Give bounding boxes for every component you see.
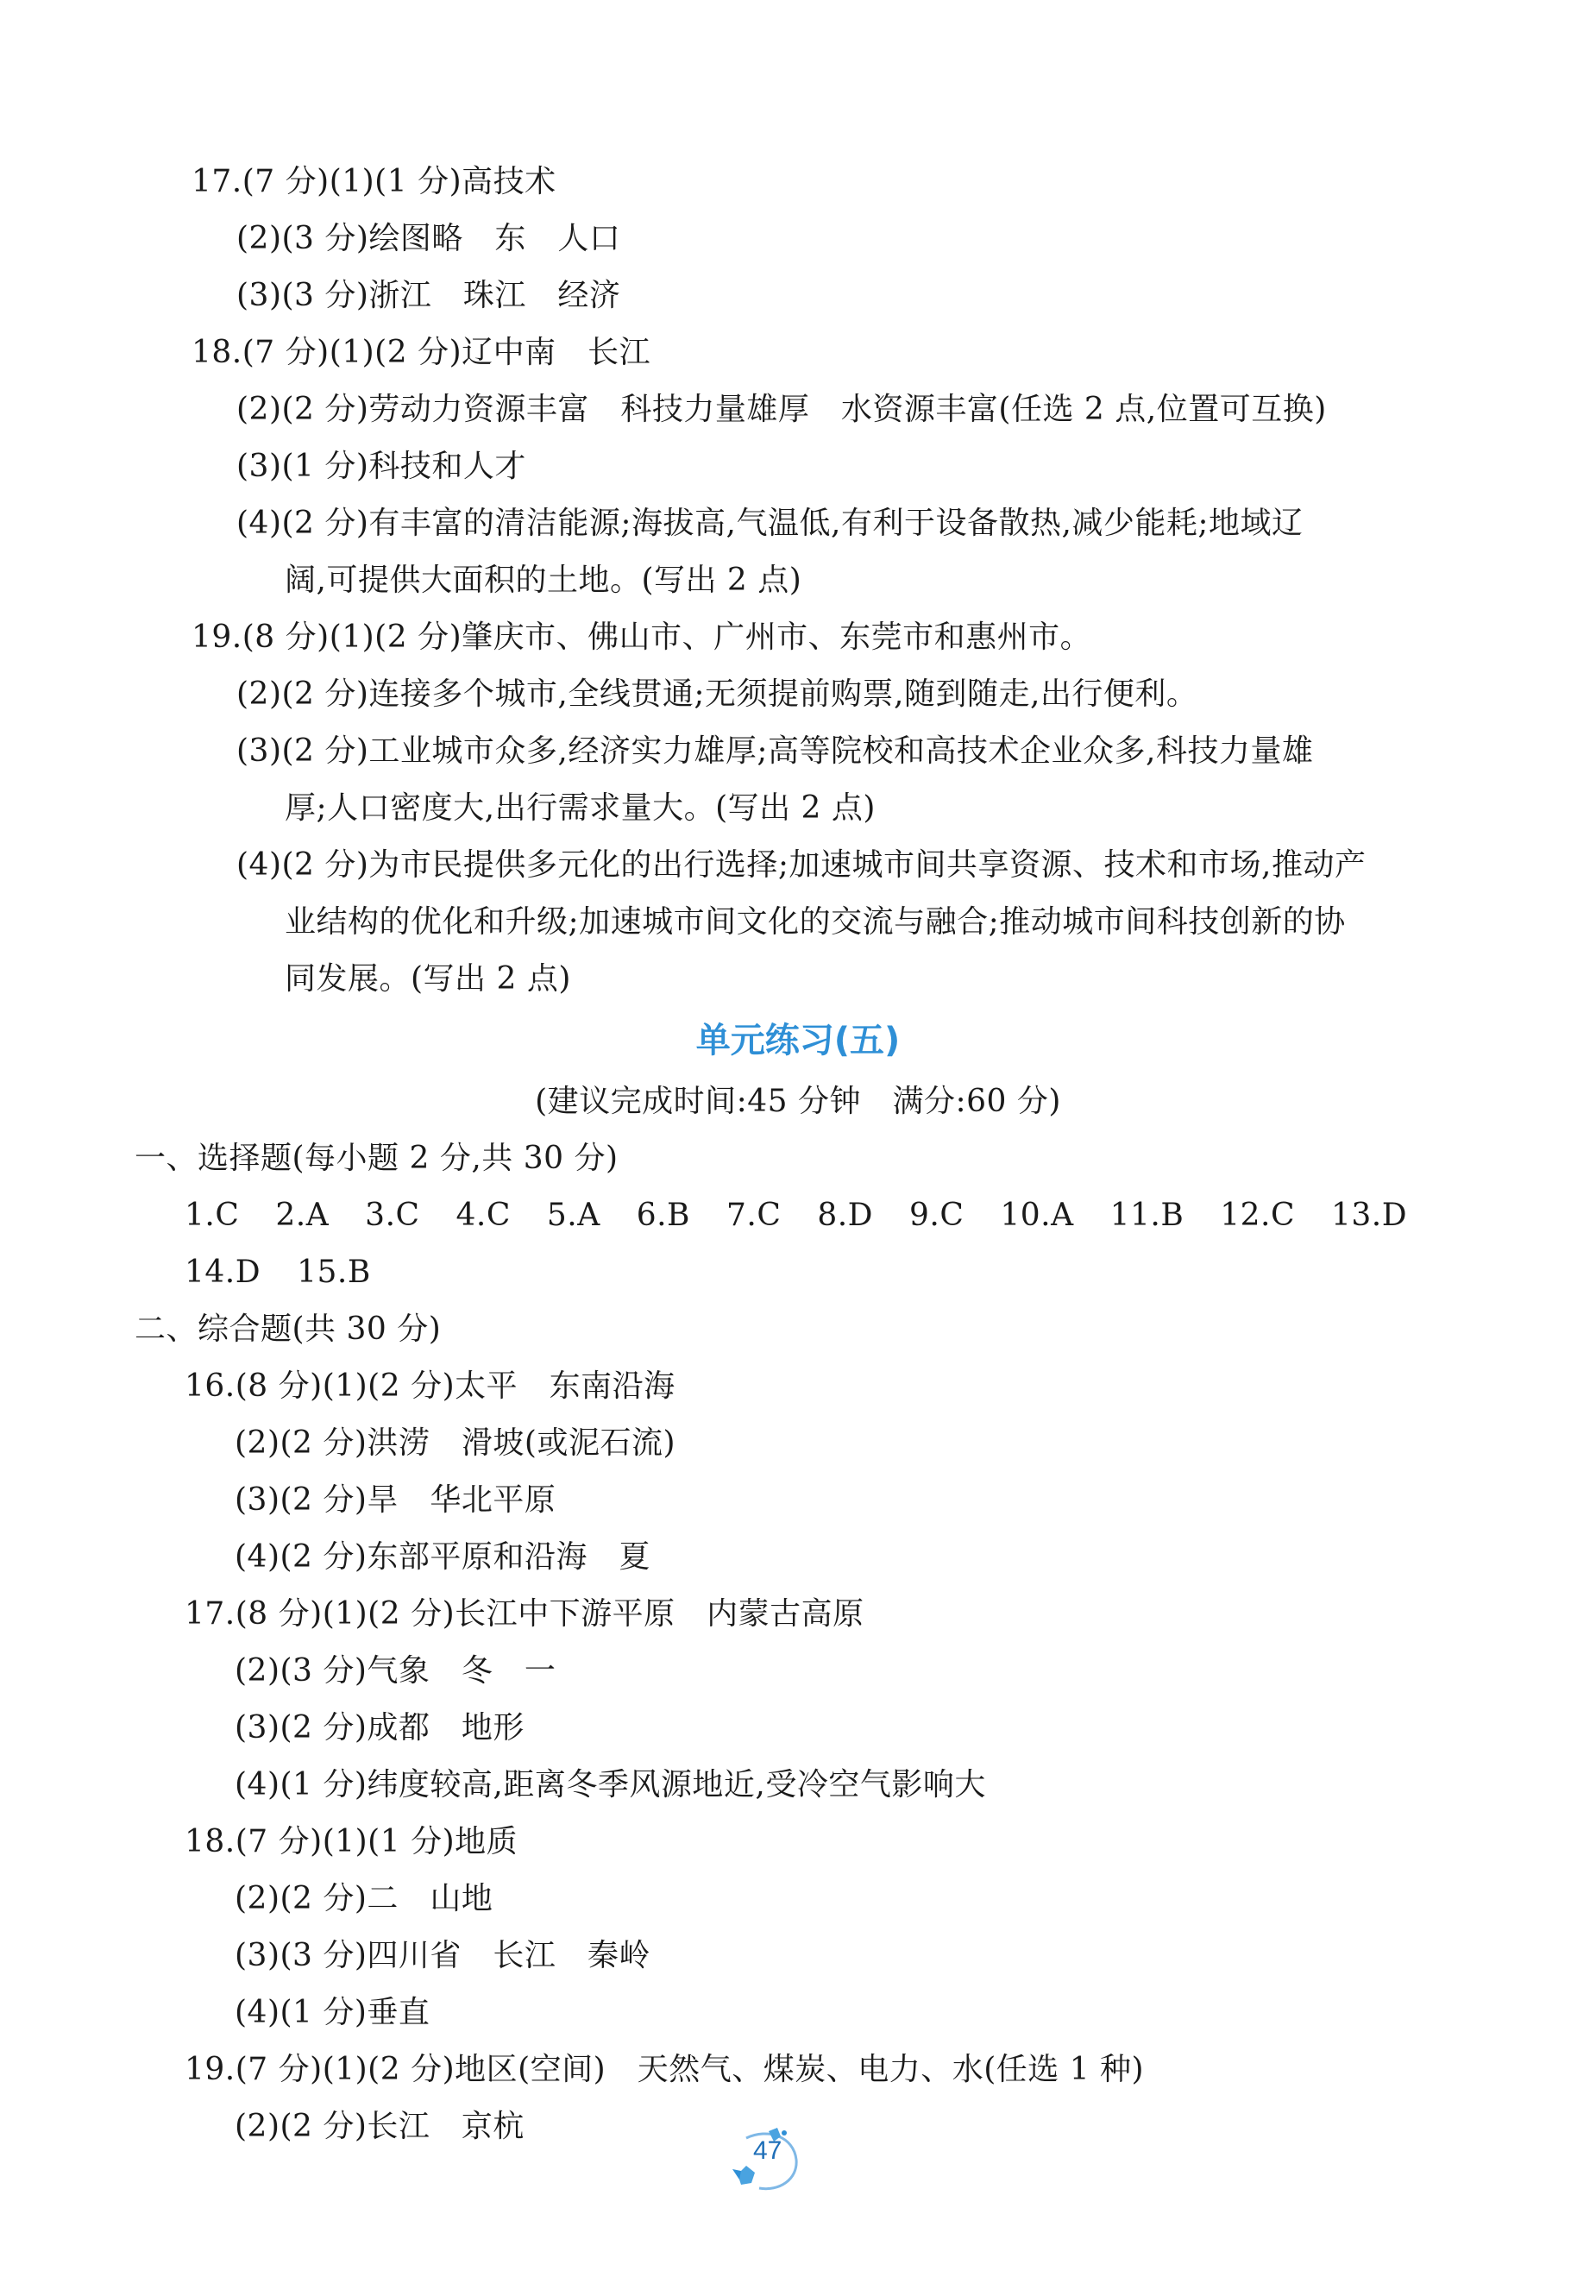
answer-line: 18.(7 分)(1)(2 分)辽中南 长江 [192,335,651,370]
choice-answer: 6.B [636,1198,691,1233]
section-heading-choice: 一、选择题(每小题 2 分,共 30 分) [135,1141,619,1176]
choice-answer: 8.D [817,1198,874,1233]
choice-answer: 9.C [909,1198,965,1233]
answer-line: (2)(2 分)洪涝 滑坡(或泥石流) [235,1425,676,1461]
answer-line: 阔,可提供大面积的土地。(写出 2 点) [285,563,802,598]
unit-subtitle: (建议完成时间:45 分钟 满分:60 分) [535,1084,1061,1119]
answer-line: 19.(8 分)(1)(2 分)肇庆市、佛山市、广州市、东莞市和惠州市。 [192,620,1092,655]
section-heading-comprehensive: 二、综合题(共 30 分) [135,1312,442,1347]
page-number: 47 [753,2136,782,2165]
answer-line: 18.(7 分)(1)(1 分)地质 [185,1824,518,1859]
choice-answers-row [185,1194,1433,1237]
answer-line: (4)(1 分)纬度较高,距离冬季风源地近,受冷空气影响大 [235,1767,986,1802]
answer-line: (4)(1 分)垂直 [235,1995,430,2030]
answer-line: (3)(1 分)科技和人才 [236,449,526,484]
choice-answer: 11.B [1109,1198,1184,1233]
answer-line: 同发展。(写出 2 点) [285,961,571,997]
answer-line: (2)(3 分)气象 冬 一 [235,1653,556,1689]
answer-line: 17.(8 分)(1)(2 分)长江中下游平原 内蒙古高原 [185,1596,864,1632]
choice-answers-row [185,1251,397,1294]
choice-answer: 4.C [456,1198,511,1233]
answer-line: (3)(2 分)旱 华北平原 [235,1482,556,1518]
answer-line: (2)(2 分)连接多个城市,全线贯通;无须提前购票,随到随走,出行便利。 [236,676,1198,712]
answer-line: (4)(2 分)有丰富的清洁能源;海拔高,气温低,有利于设备散热,减少能耗;地域辽 [236,506,1304,541]
answer-line: (2)(2 分)二 山地 [235,1881,493,1916]
answer-line: 17.(7 分)(1)(1 分)高技术 [192,164,556,199]
choice-answer: 3.C [365,1198,420,1233]
choice-answer: 12.C [1220,1198,1296,1233]
answer-line: (4)(2 分)为市民提供多元化的出行选择;加速城市间共享资源、技术和市场,推动产 [236,847,1367,883]
choice-answer: 10.A [1000,1198,1074,1233]
choice-answer: 7.C [726,1198,782,1233]
choice-answer: 1.C [185,1198,240,1233]
answer-line: (3)(2 分)工业城市众多,经济实力雄厚;高等院校和高技术企业众多,科技力量雄 [236,733,1314,769]
page-number-badge [720,2121,807,2198]
answer-line: (3)(3 分)浙江 珠江 经济 [236,278,621,313]
answer-line: 厚;人口密度大,出行需求量大。(写出 2 点) [285,790,876,826]
choice-answer: 5.A [546,1198,600,1233]
choice-answer: 2.A [275,1198,330,1233]
choice-answer: 15.B [297,1255,371,1290]
answer-line: (2)(3 分)绘图略 东 人口 [236,221,621,256]
answer-line: (3)(3 分)四川省 长江 秦岭 [235,1938,650,1973]
answer-line: (2)(2 分)劳动力资源丰富 科技力量雄厚 水资源丰富(任选 2 点,位置可互换) [236,392,1327,427]
answer-line: 19.(7 分)(1)(2 分)地区(空间) 天然气、煤炭、电力、水(任选 1 种) [185,2052,1145,2087]
answer-line: 16.(8 分)(1)(2 分)太平 东南沿海 [185,1368,675,1404]
answer-line: (2)(2 分)长江 京杭 [235,2109,525,2144]
choice-answer: 13.D [1330,1198,1408,1233]
answer-line: 业结构的优化和升级;加速城市间文化的交流与融合;推动城市间科技创新的协 [285,904,1346,940]
answer-line: (3)(2 分)成都 地形 [235,1710,525,1746]
choice-answer: 14.D [185,1255,261,1290]
answer-line: (4)(2 分)东部平原和沿海 夏 [235,1539,650,1575]
unit-title: 单元练习(五) [695,1021,901,1060]
